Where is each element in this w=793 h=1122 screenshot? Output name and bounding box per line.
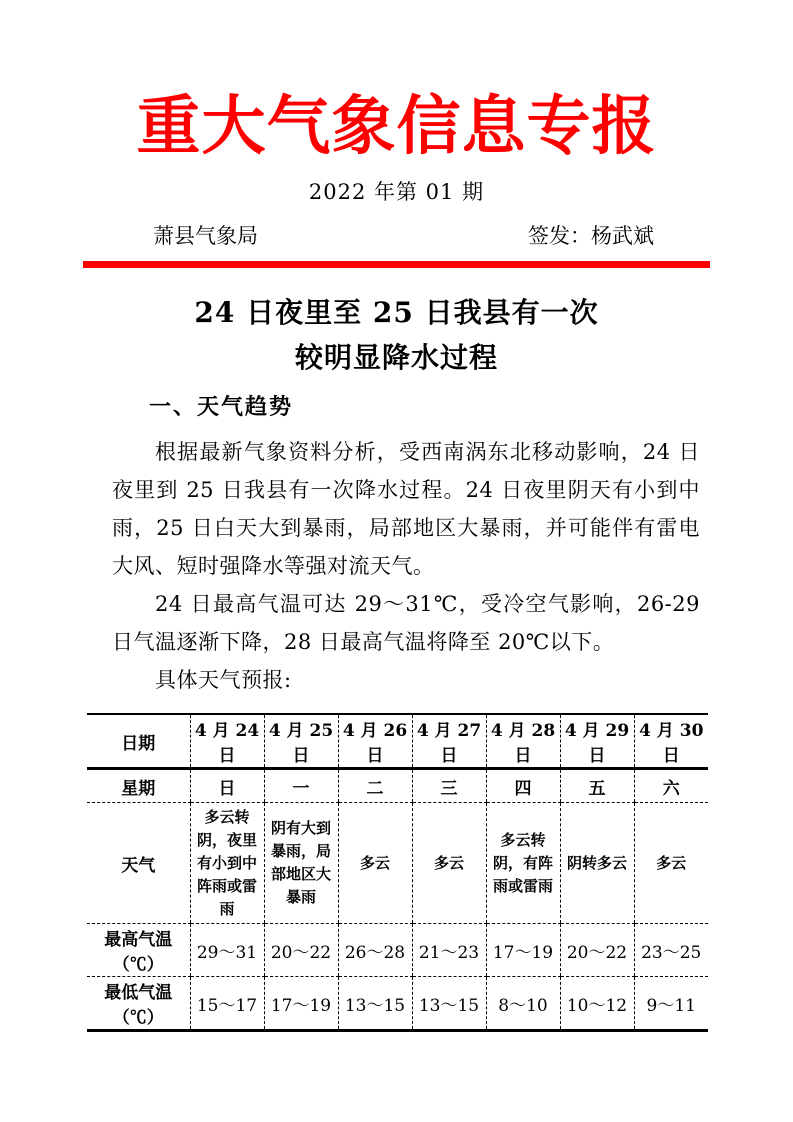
low-temp-cell: 17～19 (264, 977, 338, 1031)
weekday-cell: 五 (560, 769, 634, 803)
date-cell: 4 月 25 日 (264, 714, 338, 769)
weekday-cell: 三 (412, 769, 486, 803)
weather-cell: 多云 (634, 803, 708, 924)
document-title: 重大气象信息专报 (136, 89, 657, 164)
row-label-high-temp: 最高气温（℃） (87, 924, 190, 977)
body-text (112, 433, 700, 699)
low-temp-cell: 13～15 (338, 977, 412, 1031)
department-name: 萧县气象局 (153, 224, 258, 249)
weather-cell: 阴有大到暴雨，局部地区大暴雨 (264, 803, 338, 924)
high-temp-cell: 21～23 (412, 924, 486, 977)
row-label-weather: 天气 (87, 803, 190, 924)
headline (83, 290, 710, 380)
document-content (83, 0, 710, 1032)
forecast-intro: 具体天气预报: (155, 668, 292, 693)
high-temp-cell: 29～31 (190, 924, 264, 977)
paragraph-rain-process: 根据最新气象资料分析，受西南涡东北移动影响，24 日夜里到 25 日我县有一次降水过程。24 日夜里阴天有小到中雨，25 日白天大到暴雨，局部地区大暴雨，并可能伴有雷电大风、短时强降水等强对流天气。 (112, 440, 700, 579)
forecast-table (87, 713, 708, 1032)
date-cell: 4 月 30 日 (634, 714, 708, 769)
table-row-low-temp (87, 977, 708, 1031)
weather-cell: 阴转多云 (560, 803, 634, 924)
weekday-cell: 一 (264, 769, 338, 803)
high-temp-cell: 20～22 (264, 924, 338, 977)
date-cell: 4 月 28 日 (486, 714, 560, 769)
issuer-row (83, 220, 710, 250)
issue-number: 2022 年第 01 期 (308, 180, 485, 205)
weekday-cell: 六 (634, 769, 708, 803)
weather-cell: 多云 (412, 803, 486, 924)
row-label-low-temp: 最低气温（℃） (104, 983, 173, 1028)
headline-line1: 24 日夜里至 25 日我县有一次 (194, 296, 599, 330)
high-temp-cell: 26～28 (338, 924, 412, 977)
headline-line2: 较明显降水过程 (294, 341, 498, 375)
table-row-date (87, 714, 708, 769)
weather-cell: 多云转阴，有阵雨或雷雨 (486, 803, 560, 924)
low-temp-cell: 15～17 (190, 977, 264, 1031)
table-row-high-temp (87, 924, 708, 977)
red-divider-rule (83, 261, 710, 268)
low-temp-cell: 9～11 (634, 977, 708, 1031)
weather-cell: 多云 (338, 803, 412, 924)
table-row-weekday (87, 769, 708, 803)
paragraph-temperature: 24 日最高气温可达 29～31℃，受冷空气影响，26-29 日气温逐渐下降，28 日最高气温将降至 20℃以下。 (112, 592, 700, 655)
low-temp-cell: 8～10 (486, 977, 560, 1031)
row-label-weekday: 星期 (87, 769, 190, 803)
date-cell: 4 月 26 日 (338, 714, 412, 769)
high-temp-cell: 20～22 (560, 924, 634, 977)
section-heading-weather-trend: 一、天气趋势 (149, 394, 294, 420)
date-cell: 4 月 29 日 (560, 714, 634, 769)
high-temp-cell: 23～25 (634, 924, 708, 977)
low-temp-cell: 10～12 (560, 977, 634, 1031)
weekday-cell: 日 (190, 769, 264, 803)
table-row-weather (87, 803, 708, 924)
low-temp-cell: 13～15 (412, 977, 486, 1031)
signer-name: 签发：杨武斌 (528, 224, 654, 249)
date-cell: 4 月 24 日 (190, 714, 264, 769)
weekday-cell: 二 (338, 769, 412, 803)
weather-cell: 多云转阴，夜里有小到中阵雨或雷雨 (190, 803, 264, 924)
row-label-date: 日期 (87, 714, 190, 769)
high-temp-cell: 17～19 (486, 924, 560, 977)
date-cell: 4 月 27 日 (412, 714, 486, 769)
weekday-cell: 四 (486, 769, 560, 803)
